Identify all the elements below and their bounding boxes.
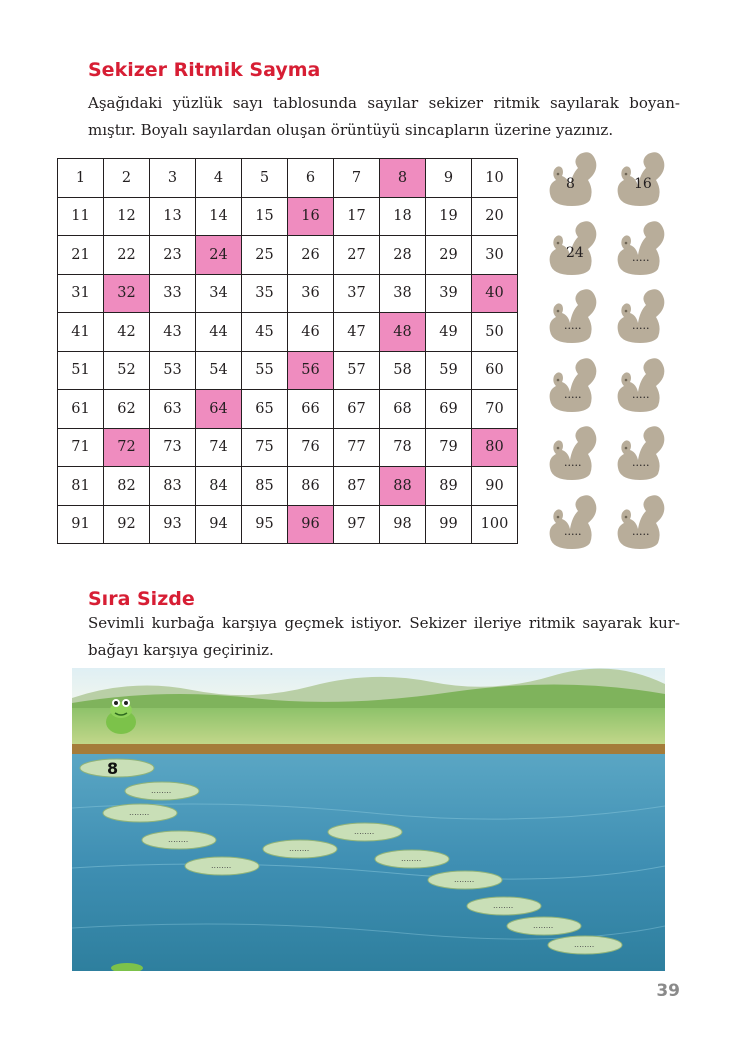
instruction-line-2: bağayı karşıya geçiriniz. [88,641,274,659]
number-cell: 57 [334,351,380,390]
table-row [58,313,518,352]
squirrel-card [610,424,666,482]
squirrel-value: 16 [634,176,652,192]
squirrel-icon [610,493,666,551]
instruction-line-1: Sevimli kurbağa karşıya geçmek istiyor. Sekizer ileriye ritmik sayarak kur- [88,614,680,632]
hundred-chart-table [57,158,518,544]
number-cell: 31 [58,274,104,313]
highlighted-number-cell: 8 [380,159,426,198]
number-cell: 66 [288,390,334,429]
number-cell: 76 [288,428,334,467]
lily-pad-blank: ........ [129,808,150,817]
squirrel-card [542,424,598,482]
lily-pad-blank: ........ [289,844,310,853]
number-cell: 25 [242,236,288,275]
number-cell: 10 [472,159,518,198]
number-cell: 49 [426,313,472,352]
squirrel-card [542,493,598,551]
number-cell: 58 [380,351,426,390]
squirrel-icon [542,493,598,551]
number-cell: 51 [58,351,104,390]
number-cell: 47 [334,313,380,352]
number-cell: 13 [150,197,196,236]
number-cell: 41 [58,313,104,352]
number-cell: 61 [58,390,104,429]
squirrel-value: 8 [566,176,575,192]
page-number: 39 [656,981,680,1001]
number-cell: 6 [288,159,334,198]
squirrel-card [542,219,598,277]
number-cell: 30 [472,236,518,275]
number-cell: 19 [426,197,472,236]
number-cell: 34 [196,274,242,313]
number-cell: 50 [472,313,518,352]
number-cell: 26 [288,236,334,275]
table-row [58,467,518,506]
pond-scene-svg [72,668,665,971]
number-cell: 89 [426,467,472,506]
squirrel-value: ..... [632,456,650,469]
lily-pad-blank: ........ [493,901,514,910]
lily-pad-blank: ........ [574,940,595,949]
number-cell: 18 [380,197,426,236]
squirrel-card [610,219,666,277]
number-cell: 36 [288,274,334,313]
squirrel-icon [542,424,598,482]
number-cell: 78 [380,428,426,467]
highlighted-number-cell: 16 [288,197,334,236]
lily-pad [263,840,337,858]
lily-pad-blank: ........ [354,827,375,836]
table-row [58,390,518,429]
squirrel-value: ..... [564,456,582,469]
highlighted-number-cell: 88 [380,467,426,506]
number-cell: 99 [426,505,472,544]
number-cell: 62 [104,390,150,429]
lily-pad-value: 8 [107,759,119,778]
number-cell: 37 [334,274,380,313]
number-cell: 52 [104,351,150,390]
squirrel-icon [542,287,598,345]
pond-illustration [72,668,665,971]
squirrel-value: ..... [564,387,582,401]
number-cell: 27 [334,236,380,275]
highlighted-number-cell: 32 [104,274,150,313]
squirrel-value: ..... [564,524,582,538]
number-cell: 33 [150,274,196,313]
number-cell: 29 [426,236,472,275]
section-title-rhythmic-counting: Sekizer Ritmik Sayma [88,59,321,81]
table-row [58,236,518,275]
lily-pad [142,831,216,849]
number-cell: 92 [104,505,150,544]
squirrel-value: ..... [632,250,650,264]
squirrel-card [610,493,666,551]
lily-pad [467,897,541,915]
highlighted-number-cell: 64 [196,390,242,429]
number-cell: 94 [196,505,242,544]
instruction-line-1: Aşağıdaki yüzlük sayı tablosunda sayılar sekizer ritmik sayılarak boyan- [88,94,680,112]
highlighted-number-cell: 40 [472,274,518,313]
squirrel-icon [610,424,666,482]
number-cell: 69 [426,390,472,429]
number-cell: 85 [242,467,288,506]
number-cell: 14 [196,197,242,236]
number-cell: 100 [472,505,518,544]
number-cell: 5 [242,159,288,198]
number-cell: 63 [150,390,196,429]
section1-instructions [88,90,680,144]
lily-pad [428,871,502,889]
number-cell: 81 [58,467,104,506]
section-title-your-turn: Sıra Sizde [88,588,195,610]
number-cell: 17 [334,197,380,236]
number-cell: 2 [104,159,150,198]
highlighted-number-cell: 96 [288,505,334,544]
number-cell: 43 [150,313,196,352]
squirrel-card [610,287,666,345]
number-cell: 59 [426,351,472,390]
squirrel-card [542,356,598,414]
lily-pad [328,823,402,841]
squirrel-value: ..... [632,524,650,538]
number-cell: 60 [472,351,518,390]
highlighted-number-cell: 72 [104,428,150,467]
number-cell: 22 [104,236,150,275]
number-cell: 28 [380,236,426,275]
number-cell: 87 [334,467,380,506]
squirrel-card [610,356,666,414]
table-row [58,428,518,467]
number-cell: 53 [150,351,196,390]
squirrel-icon [542,356,598,414]
lily-pad-blank: ........ [454,875,475,884]
number-cell: 98 [380,505,426,544]
lily-pad-blank: ........ [533,921,554,930]
number-cell: 86 [288,467,334,506]
number-cell: 73 [150,428,196,467]
number-cell: 46 [288,313,334,352]
squirrel-value: ..... [632,387,650,401]
number-cell: 75 [242,428,288,467]
table-row [58,505,518,544]
meadow [72,708,665,748]
number-cell: 39 [426,274,472,313]
table-row [58,351,518,390]
instruction-line-2: mıştır. Boyalı sayılardan oluşan örüntüyü sincapların üzerine yazınız. [88,121,614,139]
lily-pad-blank: ........ [151,786,172,795]
lily-pad-blank: ........ [211,861,232,870]
squirrel-value: ..... [564,319,582,332]
number-cell: 3 [150,159,196,198]
number-cell: 90 [472,467,518,506]
number-cell: 68 [380,390,426,429]
number-cell: 83 [150,467,196,506]
number-cell: 95 [242,505,288,544]
number-cell: 55 [242,351,288,390]
lily-pad-blank: ........ [168,835,189,844]
number-cell: 91 [58,505,104,544]
number-cell: 44 [196,313,242,352]
table-row [58,197,518,236]
number-cell: 82 [104,467,150,506]
lily-pad [507,917,581,935]
squirrel-card [542,150,598,208]
lily-pad [103,804,177,822]
number-cell: 15 [242,197,288,236]
number-cell: 45 [242,313,288,352]
squirrel-value: ..... [632,319,650,332]
number-cell: 7 [334,159,380,198]
number-cell: 65 [242,390,288,429]
highlighted-number-cell: 48 [380,313,426,352]
squirrel-icon [610,219,666,277]
squirrel-icon [610,287,666,345]
number-cell: 67 [334,390,380,429]
number-cell: 84 [196,467,242,506]
number-cell: 54 [196,351,242,390]
lily-pad [125,782,199,800]
number-cell: 93 [150,505,196,544]
squirrel-card [542,287,598,345]
number-cell: 74 [196,428,242,467]
highlighted-number-cell: 80 [472,428,518,467]
number-cell: 71 [58,428,104,467]
highlighted-number-cell: 24 [196,236,242,275]
number-cell: 77 [334,428,380,467]
number-cell: 42 [104,313,150,352]
number-cell: 21 [58,236,104,275]
highlighted-number-cell: 56 [288,351,334,390]
lily-pad [548,936,622,954]
number-cell: 1 [58,159,104,198]
riverbank [72,744,665,754]
squirrel-value: 24 [566,244,584,261]
squirrel-icon [610,356,666,414]
number-cell: 12 [104,197,150,236]
squirrel-card [610,150,666,208]
number-cell: 11 [58,197,104,236]
lily-pad [375,850,449,868]
number-cell: 9 [426,159,472,198]
number-cell: 4 [196,159,242,198]
number-cell: 97 [334,505,380,544]
table-row [58,159,518,198]
section2-instructions [88,610,680,664]
number-cell: 79 [426,428,472,467]
number-cell: 20 [472,197,518,236]
number-cell: 70 [472,390,518,429]
lily-pad [185,857,259,875]
number-cell: 23 [150,236,196,275]
number-cell: 35 [242,274,288,313]
lily-pad-blank: ........ [401,854,422,863]
number-cell: 38 [380,274,426,313]
table-row [58,274,518,313]
